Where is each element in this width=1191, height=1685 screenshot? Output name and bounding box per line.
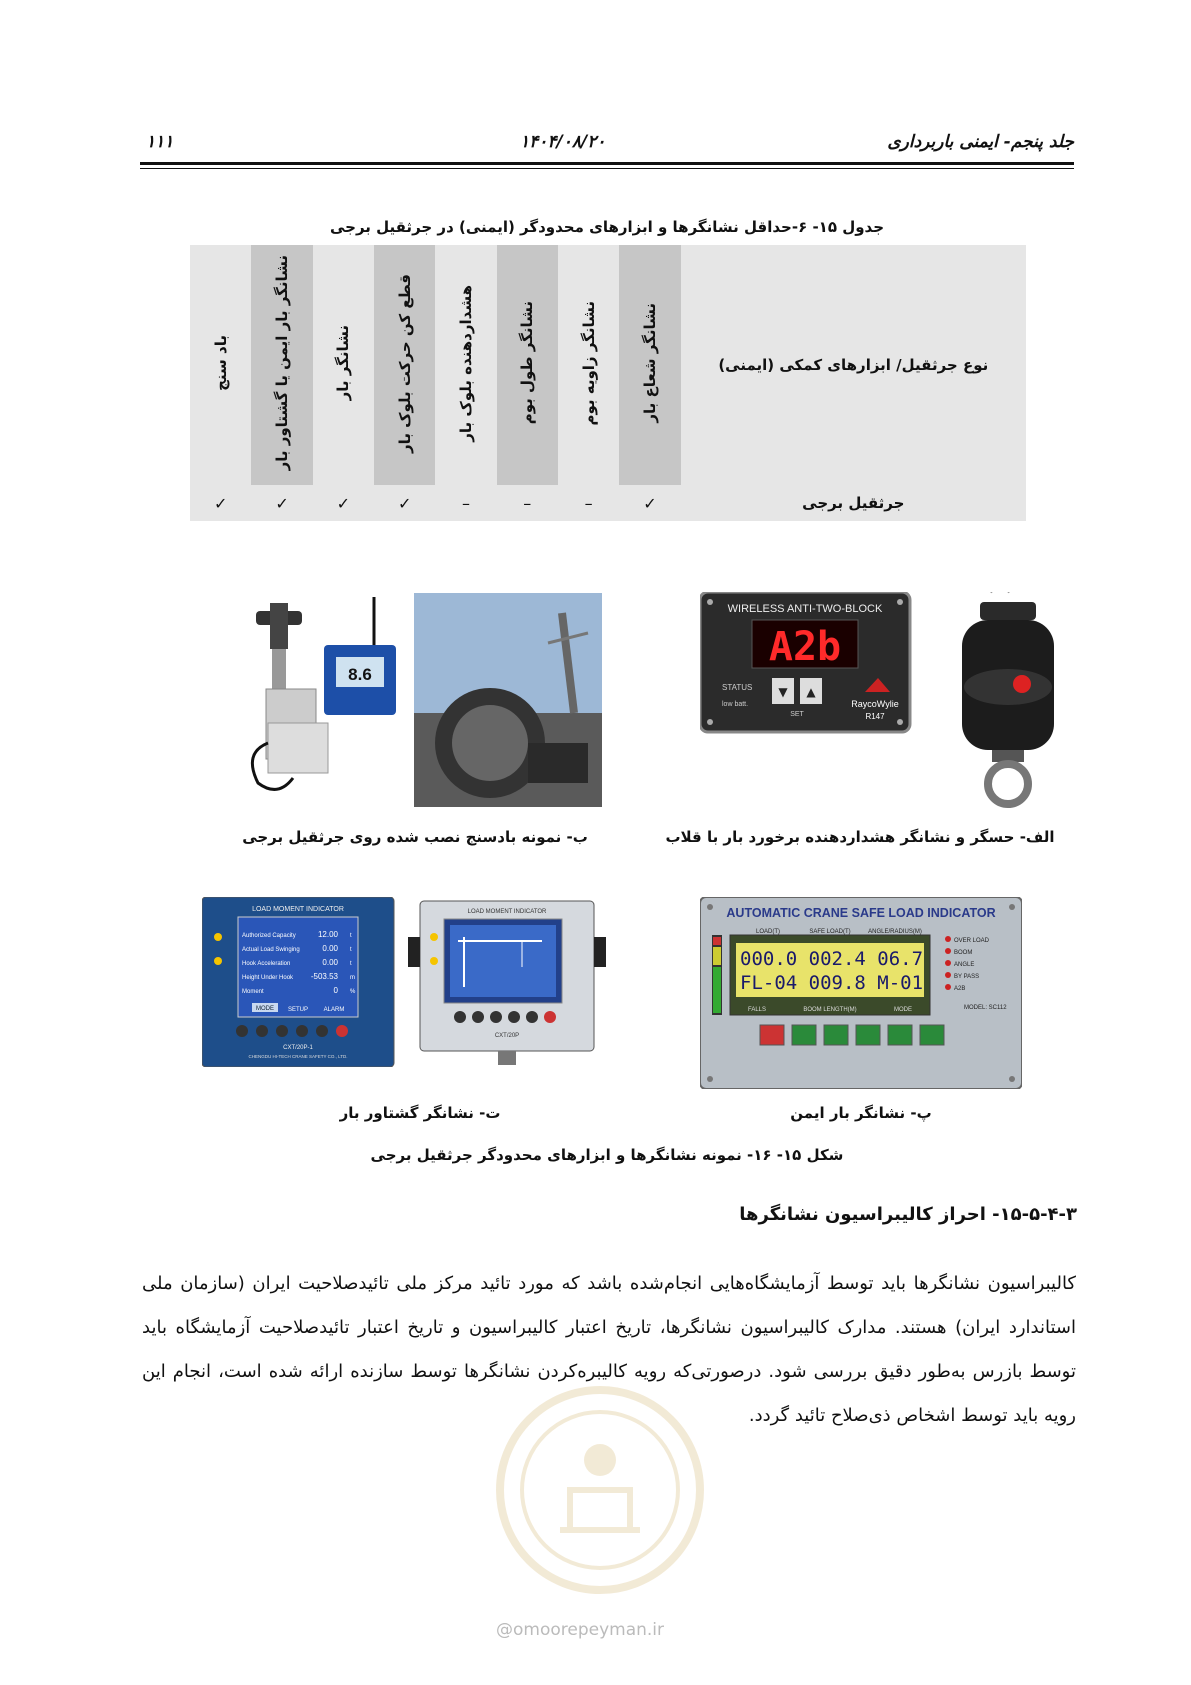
header-date: ۱۴۰۴/۰۸/۲۰ <box>520 132 606 152</box>
header-title: جلد پنجم- ایمنی باربرداری <box>887 132 1074 152</box>
svg-text:Height Under Hook: Height Under Hook <box>242 975 294 981</box>
svg-text:t: t <box>350 961 352 967</box>
figure-p-caption: پ- نشانگر بار ایمن <box>790 1104 932 1122</box>
table-header-col <box>251 245 312 485</box>
watermark-url: @omoorepeyman.ir <box>496 1620 665 1640</box>
svg-text:MODE: MODE <box>256 1006 274 1012</box>
table-cell: – <box>435 485 496 521</box>
svg-text:OVER LOAD: OVER LOAD <box>954 938 990 944</box>
svg-text:-503.53: -503.53 <box>310 972 338 981</box>
lcd-line-2: FL-04 009.8 M-01 <box>740 972 924 994</box>
column-label: نشانگر شعاع بار <box>640 303 659 423</box>
lcd-line-1: 000.0 002.4 06.7 <box>740 948 924 970</box>
svg-text:t: t <box>350 947 352 953</box>
table-header-col <box>558 245 619 485</box>
figure-anemometer <box>228 593 603 808</box>
table-header-col <box>435 245 496 485</box>
figure-anti-two-block <box>700 592 1070 817</box>
svg-text:LOAD(T): LOAD(T) <box>756 929 780 935</box>
column-label: نشانگر زاویه بوم <box>579 300 598 426</box>
svg-text:LOAD MOMENT INDICATOR: LOAD MOMENT INDICATOR <box>252 906 344 913</box>
hook-ring-icon <box>988 764 1028 804</box>
svg-text:MODEL: SC112: MODEL: SC112 <box>964 1005 1007 1011</box>
header-rule-thin <box>140 168 1074 169</box>
svg-text:0.00: 0.00 <box>322 944 338 953</box>
a2b-display: A2b <box>768 624 842 670</box>
table-header-col <box>619 245 680 485</box>
figure-load-moment-indicator <box>202 897 622 1067</box>
svg-text:BY PASS: BY PASS <box>954 974 980 980</box>
figure-t-caption: ت- نشانگر گشتاور بار <box>339 1104 501 1122</box>
brand-label: RaycoWylie <box>851 699 899 709</box>
table-row <box>190 485 1026 521</box>
svg-text:LOAD MOMENT INDICATOR: LOAD MOMENT INDICATOR <box>467 909 547 915</box>
up-arrow-icon: ▲ <box>806 685 816 699</box>
svg-text:CHENGDU HI-TECH CRANE SAFETY C: CHENGDU HI-TECH CRANE SAFETY CO., LTD. <box>248 1054 348 1059</box>
column-label: هشداردهنده بلوک بار <box>456 284 475 442</box>
table-header-col <box>374 245 435 485</box>
table-header-col <box>190 245 251 485</box>
figure-safe-load-indicator <box>700 897 1022 1089</box>
svg-text:FALLS: FALLS <box>748 1007 767 1013</box>
svg-text:0.00: 0.00 <box>322 958 338 967</box>
svg-text:BOOM LENGTH(M): BOOM LENGTH(M) <box>803 1007 857 1013</box>
svg-text:Moment: Moment <box>242 989 264 995</box>
table-header-col <box>497 245 558 485</box>
svg-text:m: m <box>350 975 355 981</box>
table-header-row <box>190 245 1026 485</box>
svg-text:SETUP: SETUP <box>287 1007 309 1013</box>
svg-text:t: t <box>350 933 352 939</box>
down-arrow-icon: ▼ <box>778 685 788 699</box>
svg-text:Hook Acceleration: Hook Acceleration <box>242 961 291 967</box>
set-label: SET <box>790 711 804 718</box>
table-cell: ✓ <box>190 485 251 521</box>
watermark-seal-icon <box>490 1380 710 1600</box>
svg-text:MODE: MODE <box>894 1007 912 1013</box>
column-label: نشانگر بار <box>334 325 353 401</box>
table-cell: ✓ <box>313 485 374 521</box>
column-label: نشانگر طول بوم <box>518 301 537 425</box>
column-label: قطع کن حرکت بلوک بار <box>395 273 414 453</box>
column-label: نشانگر بار ایمن یا گشتاور بار <box>273 255 292 471</box>
page-header <box>140 128 1074 168</box>
svg-text:12.00: 12.00 <box>317 930 338 939</box>
section-heading: ۱۵-۵-۴-۳- احراز کالیبراسیون نشانگرها <box>739 1204 1077 1225</box>
header-rule-thick <box>140 162 1074 165</box>
table-caption: جدول ۱۵- ۶-حداقل نشانگرها و ابزارهای محدودگر (ایمنی) در جرثقیل برجی <box>329 218 885 236</box>
page-number: ۱۱۱ <box>146 132 174 152</box>
table-header-type: نوع جرثقیل/ ابزارهای کمکی (ایمنی) <box>681 245 1026 485</box>
sensor-logo-icon <box>1013 675 1031 693</box>
svg-text:Actual Load Swinging: Actual Load Swinging <box>242 947 300 953</box>
figure-b-caption: ب- نمونه بادسنج نصب شده روی جرثقیل برجی <box>242 828 588 846</box>
svg-text:ANGLE/RADIUS(M): ANGLE/RADIUS(M) <box>868 929 922 935</box>
wind-display: 8.6 <box>348 665 372 684</box>
table-cell: ✓ <box>251 485 312 521</box>
table-cell: ✓ <box>619 485 680 521</box>
model-label: R147 <box>865 712 885 721</box>
svg-text:A2B: A2B <box>954 986 966 992</box>
figure-caption: شکل ۱۵- ۱۶- نمونه نشانگرها و ابزارهای محدودگر جرثقیل برجی <box>370 1146 844 1164</box>
svg-text:CXT/20P: CXT/20P <box>494 1033 520 1039</box>
table-cell: ✓ <box>374 485 435 521</box>
svg-text:%: % <box>350 989 356 995</box>
low-batt-label: low batt. <box>722 701 749 708</box>
svg-text:BOOM: BOOM <box>954 950 973 956</box>
column-label: باد سنج <box>211 335 230 391</box>
svg-text:CXT/20P-1: CXT/20P-1 <box>283 1045 313 1051</box>
table-cell: – <box>497 485 558 521</box>
status-label: STATUS <box>722 683 753 692</box>
body-paragraph: کالیبراسیون نشانگرها باید توسط آزمایشگاه‌هایی انجام‌شده باشد که مورد تائید مرکز ملی تائیدصلاحیت ایران (سازمان ملی استاندارد ایران) هستند. مدارک کالیبراسیون نشانگرها، تاریخ اعتبار کالیبراسیون و تاریخ اعتبار تائیدصلاحیت آزمایشگاه باید توسط بازرس به‌طور دقیق بررسی شود. درصورتی‌که رویه کالیبره‌کردن نشانگرها توسط سازنده ارائه شده است، انجام این رویه باید توسط اشخاص ذی‌صلاح تائید گردد. <box>142 1273 1076 1426</box>
safety-devices-table <box>190 245 1026 521</box>
table-cell: – <box>558 485 619 521</box>
table-header-col <box>313 245 374 485</box>
figure-a-caption: الف- حسگر و نشانگر هشداردهنده برخورد بار با قلاب <box>665 828 1055 846</box>
panel-title: AUTOMATIC CRANE SAFE LOAD INDICATOR <box>726 906 996 920</box>
svg-text:SAFE LOAD(T): SAFE LOAD(T) <box>809 929 851 935</box>
svg-text:Authorized Capacity: Authorized Capacity <box>242 933 296 939</box>
svg-text:ANGLE: ANGLE <box>954 962 975 968</box>
svg-text:ALARM: ALARM <box>323 1007 345 1013</box>
svg-text:0: 0 <box>333 986 338 995</box>
table-cell-type: جرثقیل برجی <box>681 485 1026 521</box>
panel-title: WIRELESS ANTI-TWO-BLOCK <box>727 603 883 615</box>
